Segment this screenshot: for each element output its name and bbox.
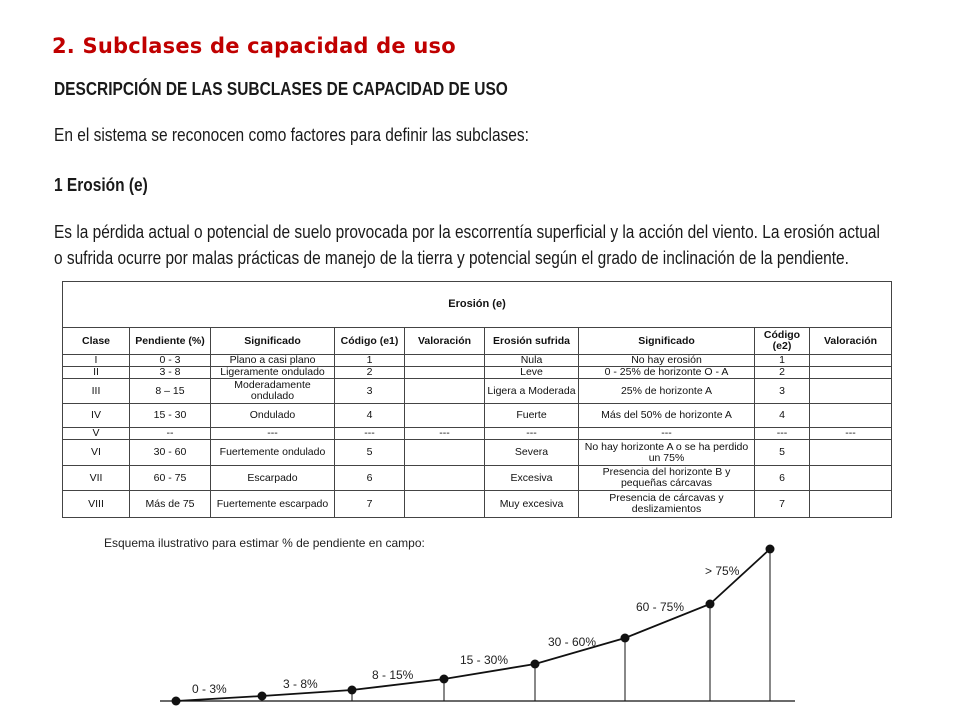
table-cell: --- [485,428,579,440]
table-cell: --- [405,428,485,440]
paragraph-line-1: Es la pérdida actual o potencial de suelo provocada por la escorrentía superficial y la acción del viento. La erosión actual [54,222,880,242]
table-cell: III [63,379,130,404]
table-caption: Erosión (e) [63,282,892,328]
table-cell: 3 [335,379,405,404]
table-cell: V [63,428,130,440]
table-cell: Escarpado [211,466,335,491]
table-cell: I [63,355,130,367]
slope-label: 60 - 75% [636,600,685,614]
table-cell: Ondulado [211,404,335,428]
table-cell: 1 [335,355,405,367]
table-cell: 3 - 8 [130,367,211,379]
schema-caption: Esquema ilustrativo para estimar % de pendiente en campo: [104,536,425,550]
table-cell: VIII [63,491,130,518]
slope-point [348,686,357,695]
slope-point [621,634,630,643]
header-cell: Código (e1) [335,328,405,355]
table-cell: 60 - 75 [130,466,211,491]
table-cell: 8 – 15 [130,379,211,404]
table-cell: Leve [485,367,579,379]
table-cell: 0 - 3 [130,355,211,367]
table-cell: 2 [755,367,810,379]
table-cell: 4 [755,404,810,428]
header-cell: Clase [63,328,130,355]
slope-label: 15 - 30% [460,653,509,667]
slope-label: > 75% [705,564,740,578]
table-cell: --- [579,428,755,440]
table-cell: 7 [755,491,810,518]
table-cell: 25% de horizonte A [579,379,755,404]
slope-point [531,660,540,669]
table-cell: IV [63,404,130,428]
table-cell: Plano a casi plano [211,355,335,367]
table-cell: --- [755,428,810,440]
table-cell: 0 - 25% de horizonte O - A [579,367,755,379]
table-cell: 4 [335,404,405,428]
table-cell: 5 [755,440,810,466]
table-cell: Severa [485,440,579,466]
slope-label: 8 - 15% [372,668,414,682]
table-cell: 5 [335,440,405,466]
slope-lines [160,545,795,706]
slope-label: 30 - 60% [548,635,597,649]
table-cell: VI [63,440,130,466]
slope-point [172,697,181,706]
table-cell: 7 [335,491,405,518]
table-cell: 2 [335,367,405,379]
header-cell: Valoración [405,328,485,355]
header-cell: Valoración [810,328,892,355]
table-cell: Presencia de cárcavas y deslizamientos [579,491,755,518]
table-cell: Ligeramente ondulado [211,367,335,379]
intro-text: En el sistema se reconocen como factores para definir las subclases: [54,125,529,145]
table-cell: --- [211,428,335,440]
slope-point [706,600,715,609]
table-cell: 30 - 60 [130,440,211,466]
table-cell: 15 - 30 [130,404,211,428]
table-cell: Ligera a Moderada [485,379,579,404]
table-cell: 6 [755,466,810,491]
slope-point [440,675,449,684]
table-cell: --- [810,428,892,440]
header-cell: Significado [579,328,755,355]
slope-label: 3 - 8% [283,677,318,691]
slope-polyline [176,549,770,701]
slide-title: 2. Subclases de capacidad de uso [52,34,456,58]
table-cell: --- [335,428,405,440]
table-cell: 6 [335,466,405,491]
table-cell: II [63,367,130,379]
table-cell: Fuertemente ondulado [211,440,335,466]
table-cell: 1 [755,355,810,367]
table-cell: Más de 75 [130,491,211,518]
table-cell: Presencia del horizonte B y pequeñas cárcavas [579,466,755,491]
table-cell: Más del 50% de horizonte A [579,404,755,428]
table-cell: 3 [755,379,810,404]
table-cell: Fuertemente escarpado [211,491,335,518]
table-cell: No hay erosión [579,355,755,367]
document-heading: DESCRIPCIÓN DE LAS SUBCLASES DE CAPACIDAD DE USO [54,79,508,99]
slope-point [766,545,775,554]
table-cell: Fuerte [485,404,579,428]
table-cell: -- [130,428,211,440]
table-cell: No hay horizonte A o se ha perdido un 75% [579,440,755,466]
table-cell: Excesiva [485,466,579,491]
header-cell: Significado [211,328,335,355]
table-cell: Nula [485,355,579,367]
slope-label: 0 - 3% [192,682,227,696]
slope-point [258,692,267,701]
header-cell: Pendiente (%) [130,328,211,355]
header-cell: Erosión sufrida [485,328,579,355]
table-cell: Moderadamente ondulado [211,379,335,404]
header-cell: Código (e2) [755,328,810,355]
table-cell: VII [63,466,130,491]
section-heading-erosion: 1 Erosión (e) [54,175,148,195]
table-cell: Muy excesiva [485,491,579,518]
paragraph-line-2: o sufrida ocurre por malas prácticas de manejo de la tierra y potencial según el grado de inclinación de la pendiente. [54,248,849,268]
